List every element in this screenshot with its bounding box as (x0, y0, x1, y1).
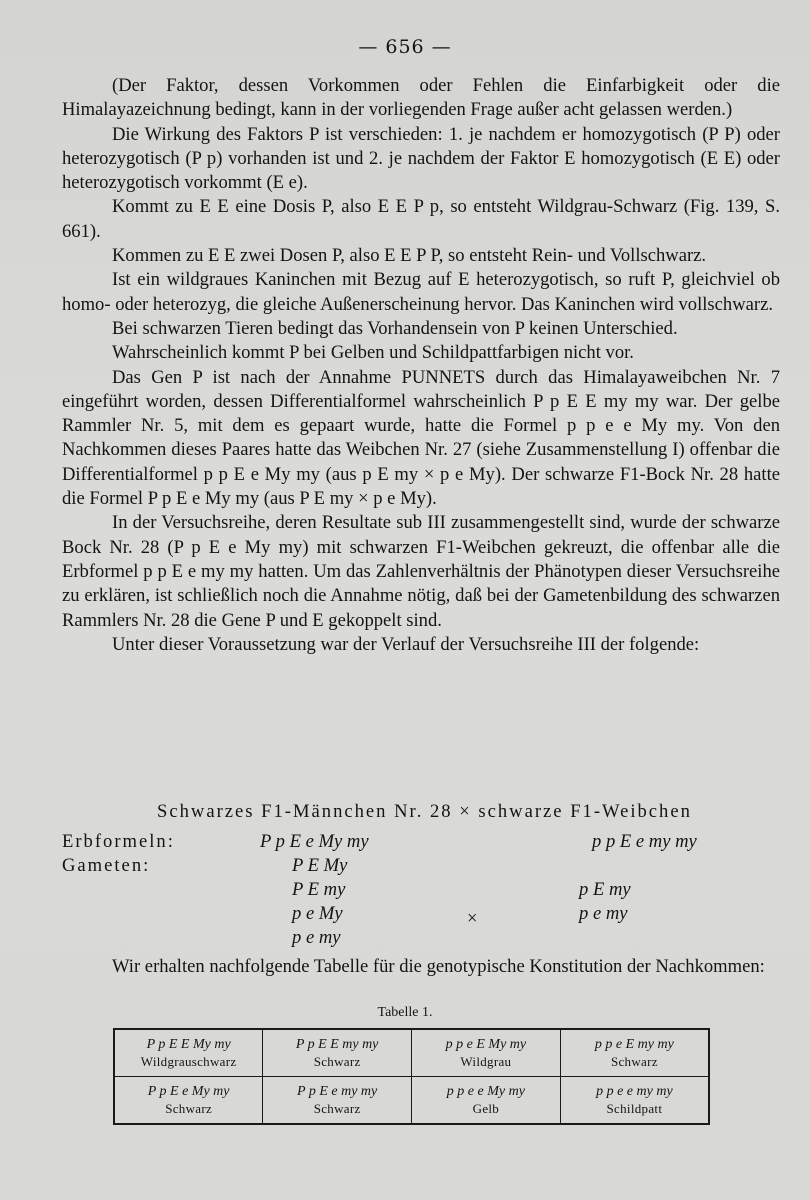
label-erbformeln: Erbformeln: (62, 831, 175, 853)
paragraph-8: Das Gen P ist nach der Annahme PUNNETS durch das Himalayaweibchen Nr. 7 eingeführt worden, dessen Differentialformel wahrscheinlich P p E E my my war. Der gelbe Rammler Nr. 5, mit dem es gepaart wurde, hatte die Formel p p e e My my. Von den Nachkommen dieses Paares hatte das Weibchen Nr. 27 (siehe Zusammenstellung I) offenbar die Differentialformel p p E e My my (aus p E my × p e My). Der schwarze F1-Bock Nr. 28 hatte die Formel P p E e My my (aus P E my × p e My). (62, 366, 780, 510)
paragraph-3: Kommt zu E E eine Dosis P, also E E P p, so entsteht Wildgrau-Schwarz (Fig. 139, S. 661). (62, 196, 780, 242)
closing-paragraph: Wir erhalten nachfolgende Tabelle für die genotypische Konstitution der Nachkommen: (112, 956, 765, 977)
paragraph-1: (Der Faktor, dessen Vorkommen oder Fehlen die Einfarbigkeit oder die Himalayazeichnung bedingt, kann in der vorliegenden Frage außer acht gelassen werden.) (62, 75, 780, 121)
cell-formula: P p E E My my (146, 1037, 231, 1052)
table-caption: Tabelle 1. (377, 1005, 433, 1020)
cell-formula: p p e E My my (445, 1037, 527, 1052)
paragraph-4: Kommen zu E E zwei Dosen P, also E E P P, so entsteht Rein- und Vollschwarz. (112, 245, 707, 267)
male-gamete: P E my (292, 879, 346, 901)
cell-phenotype: Schwarz (610, 1054, 658, 1069)
table-cell (114, 1029, 263, 1077)
cross-grid (62, 824, 780, 949)
cross-title: Schwarzes F1-Männchen Nr. 28 × schwarze F1-Weibchen (157, 801, 692, 822)
cell-formula: p p e e my my (596, 1084, 673, 1099)
table-row (114, 1029, 709, 1077)
male-formula: P p E e My my (260, 831, 369, 853)
table-cell (263, 1077, 412, 1125)
female-gamete: p e my (579, 903, 628, 925)
female-gamete: p E my (579, 879, 631, 901)
body-text (62, 74, 780, 657)
paragraph-2: Die Wirkung des Faktors P ist verschieden: 1. je nachdem er homozygotisch (P P) oder heterozygotisch (P p) vorhanden ist und 2. je nachdem der Faktor E homozygotisch (E E) oder heterozygotisch vorkommt (E e). (62, 123, 780, 194)
cell-formula: p p e e My my (446, 1084, 525, 1099)
paragraph-5: Ist ein wildgraues Kaninchen mit Bezug auf E heterozygotisch, so ruft P, gleichviel ob homo- oder heterozyg, die gleiche Außenerscheinung hervor. Das Kaninchen wird vollschwarz. (62, 269, 780, 315)
table-cell (114, 1077, 263, 1125)
closing-text (62, 955, 780, 979)
cell-phenotype: Wildgrau (460, 1054, 512, 1069)
male-gamete: P E My (292, 855, 348, 877)
cell-phenotype: Schildpatt (606, 1101, 663, 1116)
table-cell (560, 1077, 709, 1125)
cross-sign: × (467, 908, 478, 930)
paragraph-10: Unter dieser Voraussetzung war der Verlauf der Versuchsreihe III der folgende: (112, 633, 700, 655)
male-gamete: p e my (292, 927, 341, 949)
table-cell (560, 1029, 709, 1077)
cell-phenotype: Schwarz (165, 1101, 213, 1116)
cell-phenotype: Schwarz (313, 1101, 361, 1116)
table-row (114, 1077, 709, 1125)
cell-formula: P p E E my my (295, 1037, 379, 1052)
table-cell (263, 1029, 412, 1077)
table-cell (412, 1029, 561, 1077)
male-gamete: p e My (292, 903, 343, 925)
cell-phenotype: Wildgrauschwarz (140, 1054, 237, 1069)
paragraph-6: Bei schwarzen Tieren bedingt das Vorhandensein von P keinen Unterschied. (112, 317, 678, 339)
page-number: — 656 — (358, 36, 452, 58)
paragraph-9: In der Versuchsreihe, deren Resultate sub III zusammengestellt sind, wurde der schwarze Bock Nr. 28 (P p E e My my) mit schwarzen F1-Weibchen gekreuzt, die offenbar alle die Erbformel p p E e my my hatten. Um das Zahlenverhältnis der Phänotypen dieser Versuchsreihe zu erklären, ist schließlich noch die Annahme nötig, daß bei der Gametenbildung des schwarzen Rammlers Nr. 28 die Gene P und E gekoppelt sind. (62, 512, 780, 631)
paragraph-7: Wahrscheinlich kommt P bei Gelben und Schildpattfarbigen nicht vor. (112, 342, 634, 364)
label-gameten: Gameten: (62, 855, 151, 877)
genotype-table (113, 1028, 710, 1125)
cell-formula: P p E e my my (297, 1084, 378, 1099)
female-formula: p p E e my my (592, 831, 697, 853)
cell-formula: p p e E my my (594, 1037, 674, 1052)
cell-phenotype: Gelb (472, 1101, 500, 1116)
cross-scheme (62, 800, 780, 949)
cell-formula: P p E e My my (147, 1084, 230, 1099)
cell-phenotype: Schwarz (313, 1054, 361, 1069)
table-cell (412, 1077, 561, 1125)
